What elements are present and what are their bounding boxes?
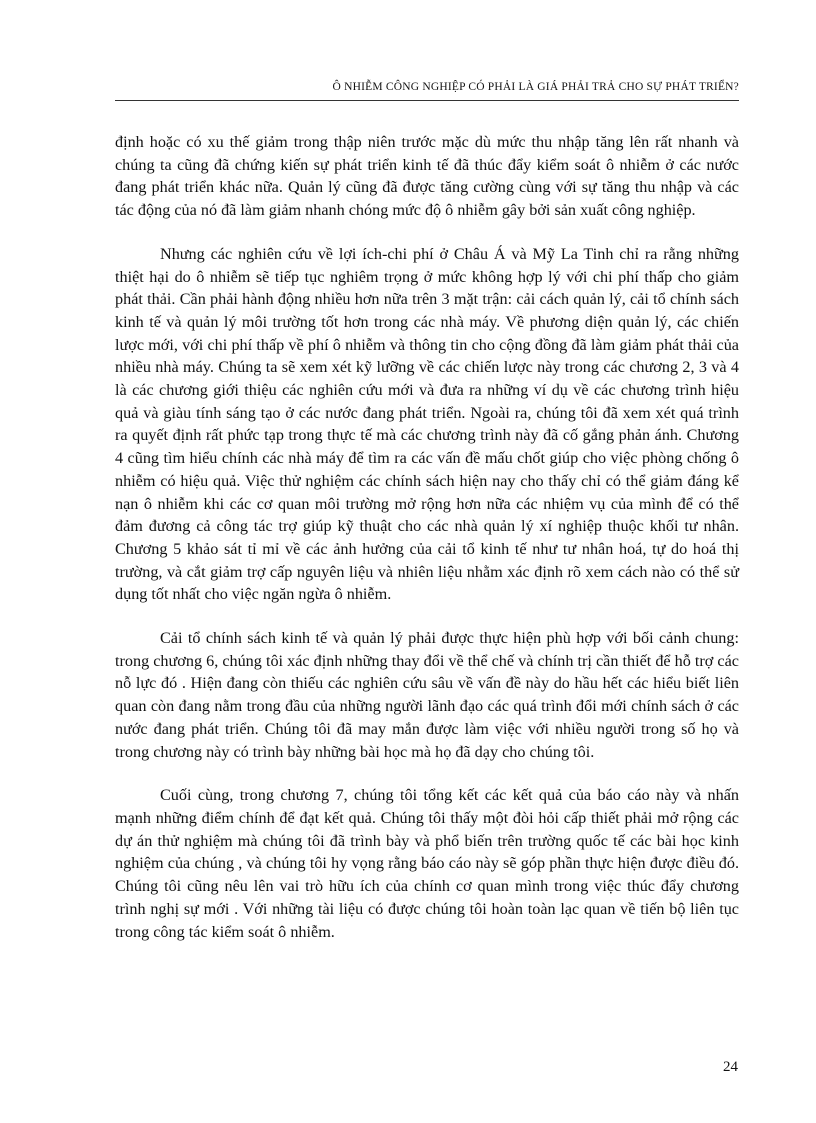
page-number: 24 (723, 1059, 738, 1075)
paragraph-strategies: Nhưng các nghiên cứu về lợi ích-chi phí ở Châu Á và Mỹ La Tinh chỉ ra rằng những thiệt hại do ô nhiễm sẽ tiếp tục nghiêm trọng ở mức không hợp lý với chi phí thấp cho giảm phát thải. Cần phải hành động nhiều hơn nữa trên 3 mặt trận: cải cách quản lý, cải tổ chính sách kinh tế và quản lý môi trường tốt hơn trong các nhà máy. Về phương diện quản lý, các chiến lược mới, với chi phí thấp về phí ô nhiễm và thông tin cho cộng đồng đã làm giảm phát thải của nhiều nhà máy. Chúng ta sẽ xem xét kỹ lưỡng về các chiến lược này trong các chương 2, 3 và 4 là các chương giới thiệu các nghiên cứu mới và đưa ra những ví dụ về các chương trình hiệu quả và giàu tính sáng tạo ở các nước đang phát triển. Ngoài ra, chúng tôi đã xem xét quá trình ra quyết định rất phức tạp trong thực tế mà các chương trình này đã cố gắng phản ánh. Chương 4 cũng tìm hiểu chính các nhà máy để tìm ra các vấn đề mấu chốt giúp cho việc phòng chống ô nhiễm có hiệu quả. Việc thử nghiệm các chính sách hiện nay cho thấy chỉ có thể giảm đáng kể nạn ô nhiễm khi các cơ quan môi trường mở rộng hơn nữa các nhiệm vụ của mình để có thể đảm đương cả công tác trợ giúp kỹ thuật cho các nhà quản lý xí nghiệp thuộc khối tư nhân. Chương 5 khảo sát tỉ mỉ về các ảnh hưởng của cải tổ kinh tế như tư nhân hoá, tự do hoá thị trường, và cắt giảm trợ cấp nguyên liệu và nhiên liệu nhằm xác định rõ xem cách nào có thể sử dụng tốt nhất cho việc ngăn ngừa ô nhiễm. (115, 244, 739, 604)
paragraph-continuation: định hoặc có xu thế giảm trong thập niên trước mặc dù mức thu nhập tăng lên rất nhanh và chúng ta cũng đã chứng kiến sự phát triển kinh tế đã thúc đẩy kiểm soát ô nhiễm ở các nước đang phát triển khác nữa. Quản lý cũng đã được tăng cường cùng với sự tăng thu nhập và các tác động của nó đã làm giảm nhanh chóng mức độ ô nhiễm gây bởi sản xuất công nghiệp. (115, 133, 739, 220)
body-text (115, 131, 739, 964)
paragraph-conclusion: Cuối cùng, trong chương 7, chúng tôi tổng kết các kết quả của báo cáo này và nhấn mạnh những điểm chính để đạt kết quả. Chúng tôi thấy một đòi hỏi cấp thiết phải mở rộng các dự án thử nghiệm mà chúng tôi đã trình bày và phổ biến trên trường quốc tế các bài học kinh nghiệm của chúng , và chúng tôi hy vọng rằng báo cáo này sẽ góp phần thực hiện được điều đó. Chúng tôi cũng nêu lên vai trò hữu ích của chính cơ quan mình trong việc thúc đẩy chương trình nghị sự mới . Với những tài liệu có được chúng tôi hoàn toàn lạc quan về tiến bộ liên tục trong công tác kiểm soát ô nhiễm. (115, 786, 739, 941)
paragraph-institutional-reform: Cải tổ chính sách kinh tế và quản lý phải được thực hiện phù hợp với bối cảnh chung: trong chương 6, chúng tôi xác định những thay đổi về thể chế và chính trị cần thiết để hỗ trợ các nỗ lực đó . Hiện đang còn thiếu các nghiên cứu sâu về vấn đề này do hầu hết các hiểu biết liên quan còn đang nằm trong đầu của những người lãnh đạo các quá trình đổi mới chính sách ở các nước đang phát triển. Chúng tôi đã may mắn được làm việc với nhiều người trong số họ và trong chương này có trình bày những bài học mà họ đã dạy cho chúng tôi. (115, 629, 739, 761)
running-header: Ô NHIỄM CÔNG NGHIỆP CÓ PHẢI LÀ GIÁ PHẢI TRẢ CHO SỰ PHÁT TRIỂN? (115, 80, 739, 101)
